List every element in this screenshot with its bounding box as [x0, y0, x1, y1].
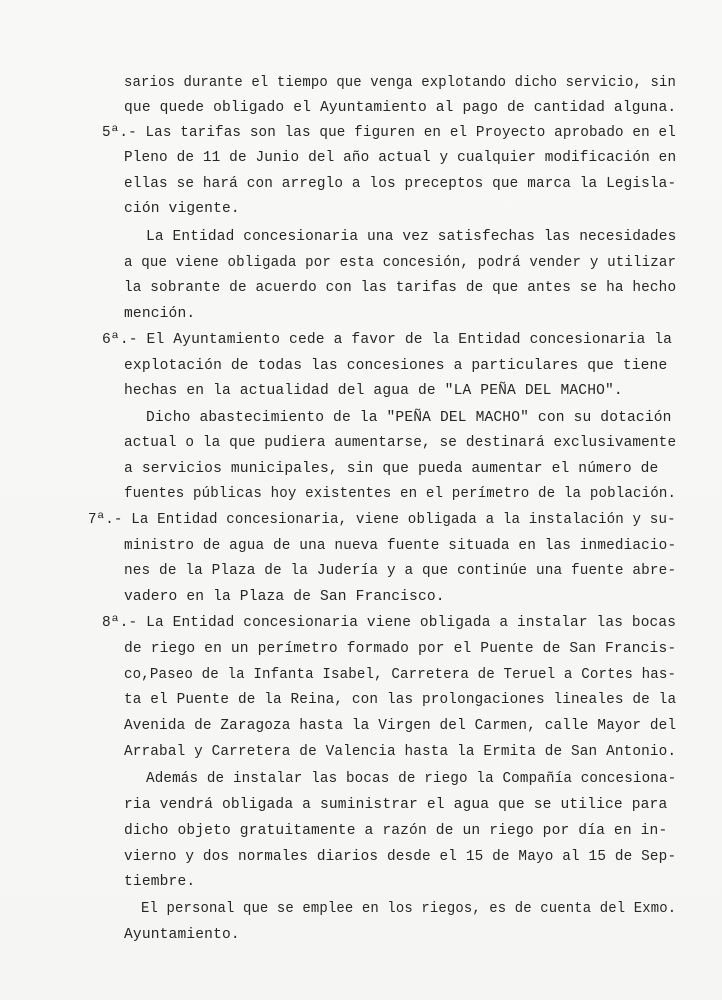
text-line: co,Paseo de la Infanta Isabel, Carretera de Teruel a Cortes has- [124, 667, 677, 683]
text-line: Avenida de Zaragoza hasta la Virgen del Carmen, calle Mayor del [124, 718, 677, 734]
text-line: Pleno de 11 de Junio del año actual y cualquier modificación en [124, 150, 677, 166]
text-line: ta el Puente de la Reina, con las prolongaciones lineales de la [124, 692, 677, 708]
clause-8-heading-line: 8ª.- La Entidad concesionaria viene obligada a instalar las bocas [102, 615, 677, 631]
text-line: Dicho abastecimiento de la "PEÑA DEL MACHO" con su dotación [146, 410, 672, 426]
text-line: dicho objeto gratuitamente a razón de un riego por día en in- [124, 823, 668, 839]
text-line: explotación de todas las concesiones a particulares que tiene [124, 358, 668, 374]
text-line: vierno y dos normales diarios desde el 15 de Mayo al 15 de Sep- [124, 849, 677, 865]
text-line: a servicios municipales, sin que pueda aumentar el número de [124, 461, 659, 477]
clause-5-heading-line: 5ª.- Las tarifas son las que figuren en el Proyecto aprobado en el [102, 125, 676, 141]
text-line: sarios durante el tiempo que venga explotando dicho servicio, sin [124, 75, 677, 91]
text-line: Además de instalar las bocas de riego la Compañía concesiona- [146, 771, 677, 787]
text-line: Ayuntamiento. [124, 927, 240, 943]
text-line: la sobrante de acuerdo con las tarifas de que antes se ha hecho [124, 280, 677, 296]
text-line: Arrabal y Carretera de Valencia hasta la Ermita de San Antonio. [124, 744, 677, 760]
text-line: mención. [124, 306, 196, 322]
text-line: nes de la Plaza de la Judería y a que continúe una fuente abre- [124, 563, 677, 579]
text-line: La Entidad concesionaria una vez satisfechas las necesidades [146, 229, 677, 245]
text-line: de riego en un perímetro formado por el Puente de San Francis- [124, 641, 677, 657]
text-line: ellas se hará con arreglo a los preceptos que marca la Legisla- [124, 176, 677, 192]
text-line: ción vigente. [124, 201, 240, 217]
text-line: ministro de agua de una nueva fuente situada en las inmediacio- [124, 538, 677, 554]
clause-6-heading-line: 6ª.- El Ayuntamiento cede a favor de la Entidad concesionaria la [102, 332, 673, 348]
clause-7-heading-line: 7ª.- La Entidad concesionaria, viene obligada a la instalación y su- [88, 512, 676, 528]
text-line: El personal que se emplee en los riegos, es de cuenta del Exmo. [141, 901, 677, 917]
text-line: actual o la que pudiera aumentarse, se destinará exclusivamente [124, 435, 677, 451]
text-line: vadero en la Plaza de San Francisco. [124, 589, 445, 605]
text-line: tiembre. [124, 874, 196, 890]
text-line: a que viene obligada por esta concesión, podrá vender y utilizar [124, 255, 677, 271]
text-line: fuentes públicas hoy existentes en el perímetro de la población. [124, 486, 677, 502]
text-line: ria vendrá obligada a suministrar el agua que se utilice para [124, 797, 668, 813]
text-line: hechas en la actualidad del agua de "LA PEÑA DEL MACHO". [124, 383, 623, 399]
text-line: que quede obligado el Ayuntamiento al pago de cantidad alguna. [124, 100, 677, 116]
